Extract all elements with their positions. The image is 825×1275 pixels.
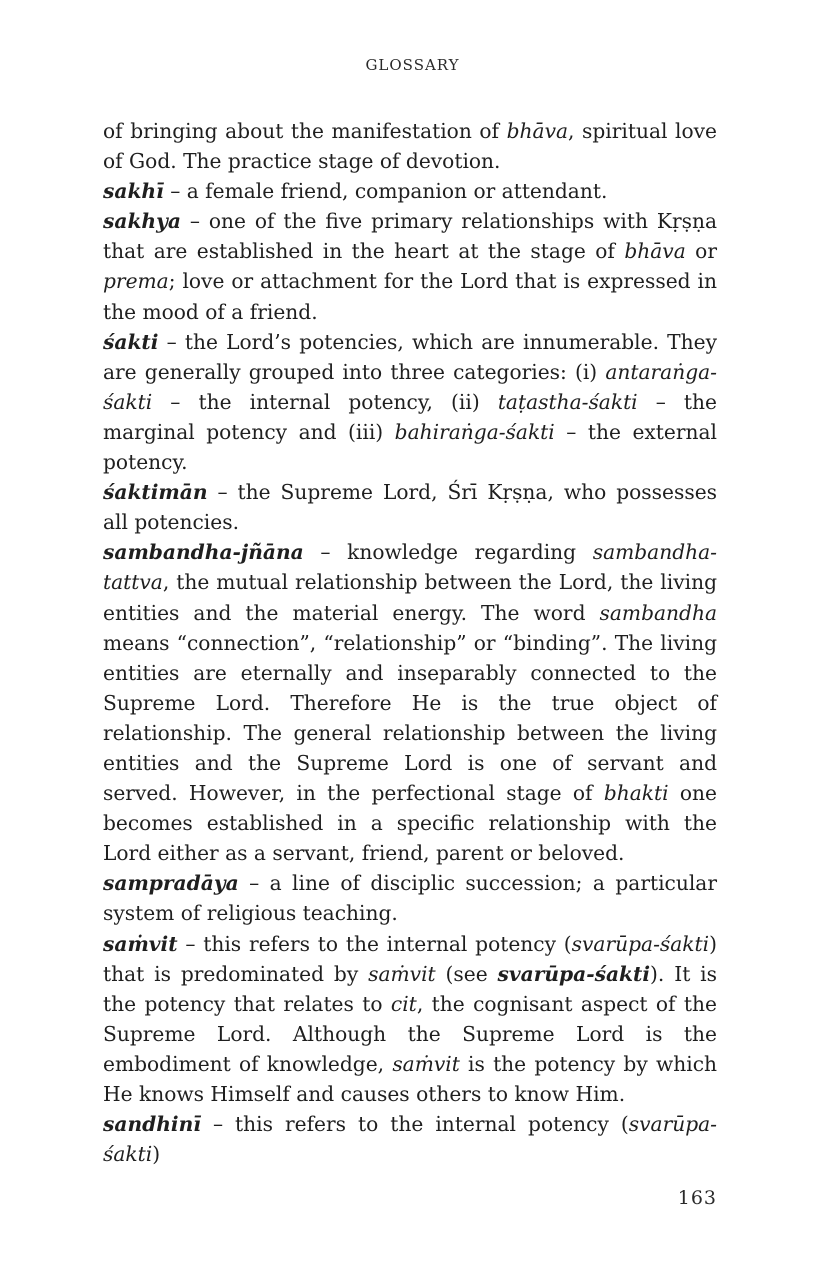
definition-text: – the Supreme Lord, Śrī Kṛṣṇa, who possesses all potencies. bbox=[103, 480, 717, 535]
definition-text: means “connection”, “relationship” or “binding”. The living entities are eternally and inseparably connected to the Supreme Lord. Therefore He is the true object of relationship. The general relationship between the living entities and the Supreme Lord is one of servant and served. However, in the perfectional stage of bbox=[103, 630, 717, 806]
glossary-entry bbox=[103, 868, 717, 928]
definition-text: , spiritual love of God. The practice stage of devotion. bbox=[103, 119, 717, 174]
cross-reference-term: svarūpa-śakti bbox=[497, 961, 651, 986]
glossary-entry bbox=[103, 477, 717, 537]
definition-text: or bbox=[685, 239, 717, 264]
italic-term: antaraṅga-śakti bbox=[103, 359, 717, 414]
italic-term: prema bbox=[103, 269, 169, 294]
glossary-term: sakhī bbox=[103, 179, 164, 204]
definition-text: ) that is predominated by bbox=[103, 931, 717, 986]
glossary-entry-continued bbox=[103, 116, 717, 176]
page-number: 163 bbox=[677, 1187, 717, 1209]
glossary-term: śaktimān bbox=[103, 480, 208, 505]
glossary-entry bbox=[103, 327, 717, 477]
italic-term: bhakti bbox=[603, 781, 669, 806]
glossary-entry bbox=[103, 1109, 717, 1169]
italic-term: saṁvit bbox=[368, 961, 436, 986]
glossary-term: sampradāya bbox=[103, 871, 239, 896]
definition-text: ). It is the potency that relates to bbox=[103, 961, 717, 1016]
italic-term: taṭastha-śakti bbox=[497, 389, 638, 414]
definition-text: ) bbox=[152, 1142, 161, 1167]
italic-term: bhāva bbox=[506, 119, 569, 143]
definition-text: , the cognisant aspect of the Supreme Lord. Although the Supreme Lord is the embodiment of knowledge, bbox=[103, 991, 717, 1076]
definition-text: , the mutual relationship between the Lord, the living entities and the material energy. The word bbox=[103, 570, 717, 625]
definition-text: – the marginal potency and (iii) bbox=[103, 389, 717, 444]
glossary-entry bbox=[103, 929, 717, 1110]
definition-text: – this refers to the internal potency ( bbox=[200, 1112, 629, 1137]
definition-text: is the potency by which He knows Himself and causes others to know Him. bbox=[103, 1051, 717, 1106]
definition-text: – the internal potency, (ii) bbox=[152, 389, 498, 414]
definition-text: – this refers to the internal potency ( bbox=[177, 931, 572, 956]
italic-term: bahiraṅga-śakti bbox=[394, 419, 555, 444]
italic-term: svarūpa-śakti bbox=[571, 931, 710, 956]
glossary-term: saṁvit bbox=[103, 931, 178, 956]
definition-text: ; love or attachment for the Lord that is expressed in the mood of a friend. bbox=[103, 269, 717, 324]
italic-term: cit bbox=[390, 991, 417, 1016]
glossary-term: sambandha-jñāna bbox=[103, 540, 304, 565]
running-header: GLOSSARY bbox=[365, 56, 460, 74]
glossary-term: śakti bbox=[103, 329, 159, 354]
definition-text: – the external potency. bbox=[103, 419, 717, 475]
definition-text: – knowledge regarding bbox=[303, 540, 593, 565]
definition-text: – a female friend, companion or attendant. bbox=[163, 179, 608, 204]
glossary-entry bbox=[103, 206, 717, 326]
glossary-entry bbox=[103, 537, 717, 868]
glossary-term: sandhinī bbox=[103, 1112, 201, 1137]
glossary-entry bbox=[103, 176, 717, 206]
glossary-term: sakhya bbox=[103, 209, 181, 234]
definition-text: one becomes established in a specific relationship with the Lord either as a servant, friend, parent or beloved. bbox=[103, 781, 717, 866]
definition-text: – a line of disciplic succession; a particular system of religious teaching. bbox=[103, 871, 717, 926]
definition-text: of bringing about the manifestation of bbox=[103, 119, 507, 143]
italic-term: saṁvit bbox=[392, 1051, 460, 1076]
italic-term: sambandha bbox=[599, 600, 717, 625]
definition-text: (see bbox=[435, 961, 498, 986]
italic-term: sambandha-tattva bbox=[103, 540, 717, 595]
definition-text: – one of the five primary relationships with Kṛṣṇa that are established in the heart at the stage of bbox=[103, 209, 717, 264]
glossary-body bbox=[103, 116, 717, 1169]
definition-text: – the Lord’s potencies, which are innumerable. They are generally grouped into three categories: (i) bbox=[103, 329, 717, 384]
italic-term: bhāva bbox=[624, 239, 686, 264]
italic-term: svarūpa-śakti bbox=[103, 1112, 717, 1167]
